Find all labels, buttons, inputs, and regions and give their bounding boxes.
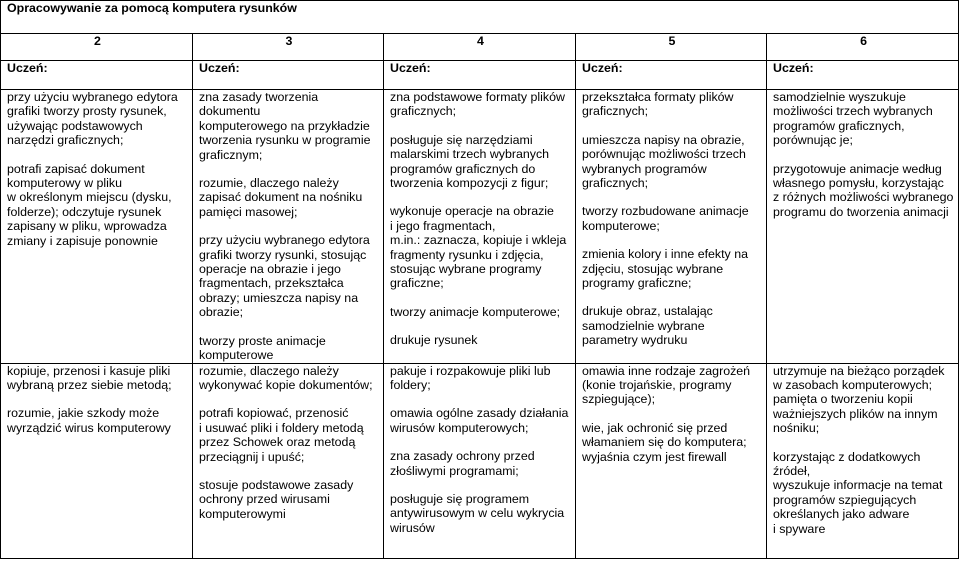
grade-3-header: 3 (193, 34, 384, 61)
requirement-item: przygotowuje animacje według własnego pomysłu, korzystając z różnych możliwości wybranego programu do tworzenia animacji (773, 161, 954, 219)
requirement-item: rozumie, jakie szkody może wyrządzić wirus komputerowy (7, 406, 171, 435)
requirement-item: omawia inne rodzaje zagrożeń (konie trojańskie, programy szpiegujące); (582, 363, 751, 407)
requirement-item: wie, jak ochronić się przed włamaniem się do komputera; wyjaśnia czym jest firewall (582, 420, 747, 464)
requirement-item: utrzymuje na bieżąco porządek w zasobach komputerowych; pamięta o tworzeniu kopii ważniejszych plików na innym nośniku; (773, 363, 945, 436)
requirement-item: zna podstawowe formaty plików graficznych; (390, 90, 565, 119)
table-title: Opracowywanie za pomocą komputera rysunków (1, 1, 959, 34)
uczen-label: Uczeń: (1, 61, 193, 90)
cell-grade-4 (384, 363, 576, 558)
requirement-item: zmienia kolory i inne efekty na zdjęciu, stosując wybrane programy graficzne; (582, 247, 748, 291)
uczen-row (1, 61, 959, 90)
requirement-item: rozumie, dlaczego należy wykonywać kopie dokumentów; (199, 363, 373, 392)
requirement-item: przy użyciu wybranego edytora grafiki tworzy prosty rysunek, używając podstawowych narzędzi graficznych; (7, 90, 178, 148)
requirement-item: posługuje się narzędziami malarskimi trzech wybranych programów graficznych do tworzenia kompozycji z figur; (390, 132, 550, 191)
uczen-label: Uczeń: (576, 61, 767, 90)
requirement-item: tworzy proste animacje komputerowe (199, 333, 326, 363)
grade-number-row (1, 34, 959, 61)
uczen-label: Uczeń: (193, 61, 384, 90)
table-row (1, 363, 959, 558)
grade-6-header: 6 (767, 34, 959, 61)
grade-2-header: 2 (1, 34, 193, 61)
cell-grade-3 (193, 90, 384, 364)
cell-grade-5 (576, 363, 767, 558)
requirement-item: przekształca formaty plików graficznych; (582, 90, 734, 119)
requirement-item: omawia ogólne zasady działania wirusów komputerowych; (390, 406, 569, 435)
title-row (1, 1, 959, 34)
requirement-item: drukuje rysunek (390, 333, 478, 348)
requirement-item: wykonuje operacje na obrazie i jego fragmentach, m.in.: zaznacza, kopiuje i wkleja fragmenty rysunku i zdjęcia, stosując wybrane programy graficzne; (390, 204, 567, 291)
requirement-item: stosuje podstawowe zasady ochrony przed wirusami komputerowymi (199, 477, 354, 521)
cell-grade-5 (576, 90, 767, 364)
table-row (1, 90, 959, 364)
requirement-item: zna zasady ochrony przed złośliwymi programami; (390, 449, 535, 478)
cell-grade-6 (767, 90, 959, 364)
requirement-item: umieszcza napisy na obrazie, porównując możliwości trzech wybranych programów graficznych; (582, 132, 746, 191)
uczen-label: Uczeń: (767, 61, 959, 90)
requirement-item: tworzy rozbudowane animacje komputerowe; (582, 204, 749, 233)
requirement-item: potrafi kopiować, przenosić i usuwać pliki i foldery metodą przez Schowek oraz metodą przeciągnij i upuść; (199, 406, 364, 464)
requirement-item: korzystając z dodatkowych źródeł, wyszukuje informacje na temat programów szpiegujących określanych jako adware i spyware (773, 449, 943, 536)
requirement-item: rozumie, dlaczego należy zapisać dokument na nośniku pamięci masowej; (199, 176, 363, 219)
requirement-item: zna zasady tworzenia dokumentu komputerowego na przykładzie tworzenia rysunku w programie graficznym; (199, 90, 371, 162)
cell-grade-2 (1, 363, 193, 558)
requirement-item: tworzy animacje komputerowe; (390, 304, 561, 319)
requirement-item: przy użyciu wybranego edytora grafiki tworzy rysunki, stosując operacje na obrazie i jego fragmentach, przekształca obrazy; umieszcza napisy na obrazie; (199, 233, 370, 320)
requirement-item: kopiuje, przenosi i kasuje pliki wybraną przez siebie metodą; (7, 363, 172, 392)
cell-grade-3 (193, 363, 384, 558)
requirement-item: samodzielnie wyszukuje możliwości trzech wybranych programów graficznych, porównując je; (773, 90, 933, 148)
cell-grade-4 (384, 90, 576, 364)
requirement-item: potrafi zapisać dokument komputerowy w pliku w określonym miejscu (dysku, folderze); odczytuje rysunek zapisany w pliku, wprowadza zmiany i zapisuje ponownie (7, 161, 172, 248)
grade-4-header: 4 (384, 34, 576, 61)
requirement-item: drukuje obraz, ustalając samodzielnie wybrane parametry wydruku (582, 304, 713, 348)
uczen-label: Uczeń: (384, 61, 576, 90)
requirement-item: posługuje się programem antywirusowym w celu wykrycia wirusów (390, 491, 565, 535)
requirement-item: pakuje i rozpakowuje pliki lub foldery; (390, 363, 551, 392)
cell-grade-6 (767, 363, 959, 558)
grade-5-header: 5 (576, 34, 767, 61)
cell-grade-2 (1, 90, 193, 364)
